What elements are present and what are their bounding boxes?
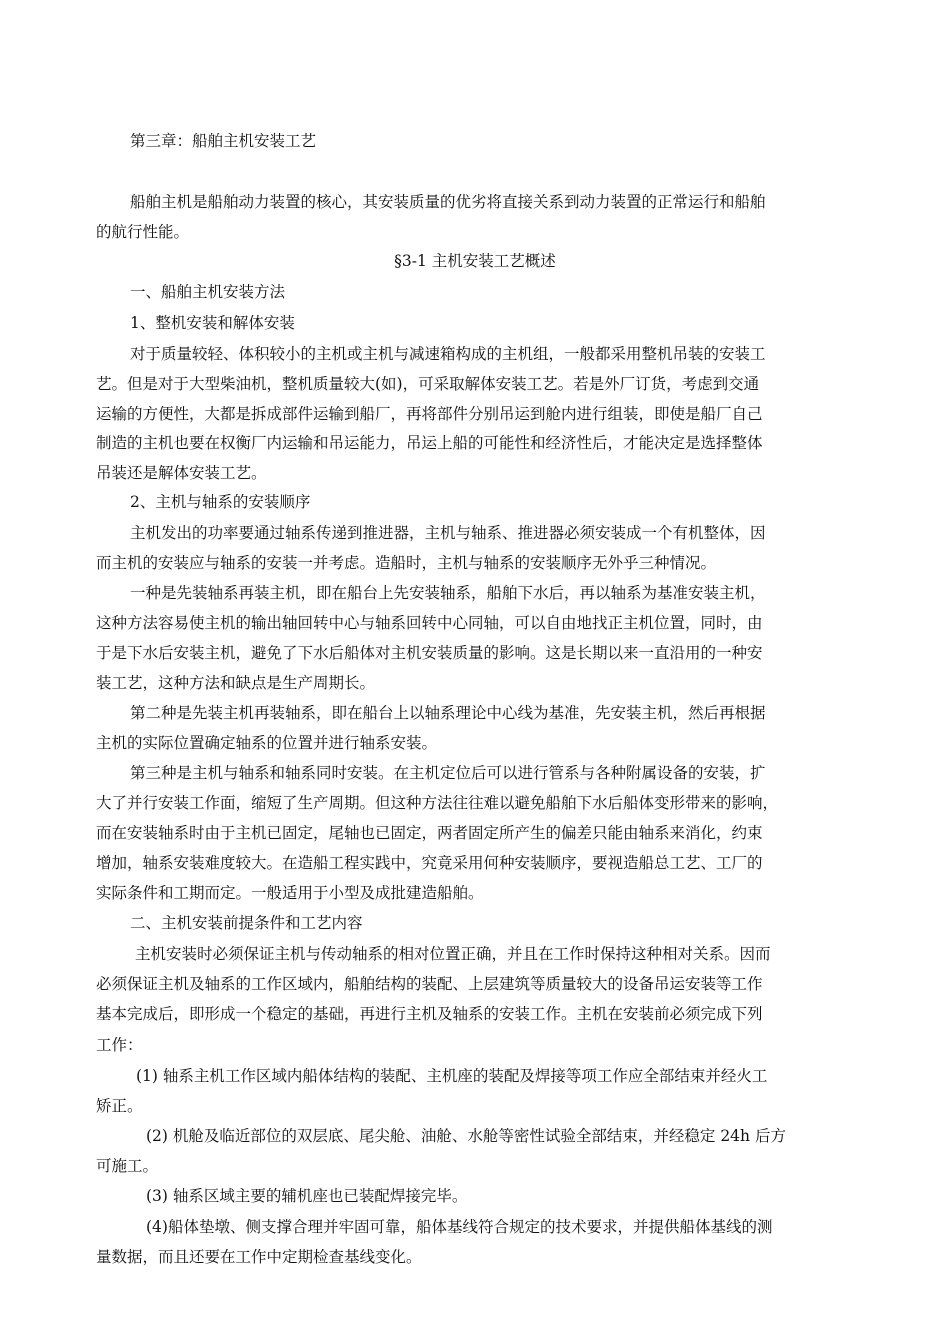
item-3: (3) 轴系区域主要的辅机座也已装配焊接完毕。	[146, 1187, 468, 1205]
para-1-line-4: 制造的主机也要在权衡厂内运输和吊运能力，吊运上船的可能性和经济性后，才能决定是选择整体	[96, 434, 763, 452]
para-3-line-1: 一种是先装轴系再装主机，即在船台上先安装轴系，船舶下水后，再以轴系为基准安装主机，	[130, 584, 766, 602]
para-1-line-3: 运输的方便性，大都是拆成部件运输到船厂，再将部件分别吊运到舱内进行组装，即使是船厂自己	[96, 405, 763, 423]
para-6-line-2: 必须保证主机及轴系的工作区域内，船舶结构的装配、上层建筑等质量较大的设备吊运安装等工作	[96, 975, 763, 993]
para-2-line-2: 而主机的安装应与轴系的安装一并考虑。造船时，主机与轴系的安装顺序无外乎三种情况。	[96, 554, 717, 572]
para-5-line-1: 第三种是主机与轴系和轴系同时安装。在主机定位后可以进行管系与各种附属设备的安装，扩	[130, 764, 766, 782]
para-5-line-2: 大了并行安装工作面，缩短了生产周期。但这种方法往往难以避免船舶下水后船体变形带来的影响，	[96, 794, 779, 812]
item-4-line-2: 量数据，而且还要在工作中定期检查基线变化。	[96, 1248, 422, 1266]
para-4-line-2: 主机的实际位置确定轴系的位置并进行轴系安装。	[96, 734, 438, 752]
item-2-line-1: (2) 机舱及临近部位的双层底、尾尖舱、油舱、水舱等密性试验全部结束，并经稳定 24h 后方	[146, 1127, 786, 1145]
para-2-line-1: 主机发出的功率要通过轴系传递到推进器，主机与轴系、推进器必须安装成一个有机整体，因	[130, 524, 766, 542]
heading-1: 一、船舶主机安装方法	[130, 283, 286, 301]
para-1-line-2: 艺。但是对于大型柴油机，整机质量较大(如)，可采取解体安装工艺。若是外厂订货，考虑到交通	[96, 375, 760, 393]
para-5-line-5: 实际条件和工期而定。一般适用于小型及成批建造船舶。	[96, 884, 484, 902]
section-title: §3-1 主机安装工艺概述	[394, 252, 556, 270]
chapter-title: 第三章：船舶主机安装工艺	[130, 132, 317, 150]
item-1-line-1: (1) 轴系主机工作区域内船体结构的装配、主机座的装配及焊接等项工作应全部结束并经火工	[136, 1067, 768, 1085]
para-6-line-3: 基本完成后，即形成一个稳定的基础，再进行主机及轴系的安装工作。主机在安装前必须完成下列	[96, 1005, 763, 1023]
item-1-line-2: 矫正。	[96, 1097, 143, 1115]
item-2-line-2: 可施工。	[96, 1157, 159, 1175]
heading-2: 二、主机安装前提条件和工艺内容	[130, 914, 363, 932]
para-3-line-4: 装工艺，这种方法和缺点是生产周期长。	[96, 674, 376, 692]
para-5-line-4: 增加，轴系安装难度较大。在造船工程实践中，究竟采用何种安装顺序，要视造船总工艺、工厂的	[96, 854, 763, 872]
para-3-line-3: 于是下水后安装主机，避免了下水后船体对主机安装质量的影响。这是长期以来一直沿用的一种安	[96, 644, 763, 662]
para-3-line-2: 这种方法容易使主机的输出轴回转中心与轴系回转中心同轴，可以自由地找正主机位置，同时，由	[96, 614, 763, 632]
para-6-line-4: 工作：	[96, 1036, 143, 1054]
subheading-1: 1、整机安装和解体安装	[130, 314, 295, 332]
intro-line-2: 的航行性能。	[96, 223, 190, 241]
para-5-line-3: 而在安装轴系时由于主机已固定，尾轴也已固定，两者固定所产生的偏差只能由轴系来消化，约束	[96, 824, 763, 842]
para-6-line-1: 主机安装时必须保证主机与传动轴系的相对位置正确，并且在工作时保持这种相对关系。因而	[135, 945, 771, 963]
para-4-line-1: 第二种是先装主机再装轴系，即在船台上以轴系理论中心线为基准，先安装主机，然后再根据	[130, 704, 766, 722]
para-1-line-1: 对于质量较轻、体积较小的主机或主机与减速箱构成的主机组，一般都采用整机吊装的安装工	[130, 345, 766, 363]
subheading-2: 2、主机与轴系的安装顺序	[130, 493, 311, 511]
item-4-line-1: (4)船体垫墩、侧支撑合理并牢固可靠，船体基线符合规定的技术要求，并提供船体基线的测	[146, 1218, 773, 1236]
para-1-line-5: 吊装还是解体安装工艺。	[96, 464, 267, 482]
intro-line-1: 船舶主机是船舶动力装置的核心，其安装质量的优劣将直接关系到动力装置的正常运行和船舶	[130, 193, 766, 211]
